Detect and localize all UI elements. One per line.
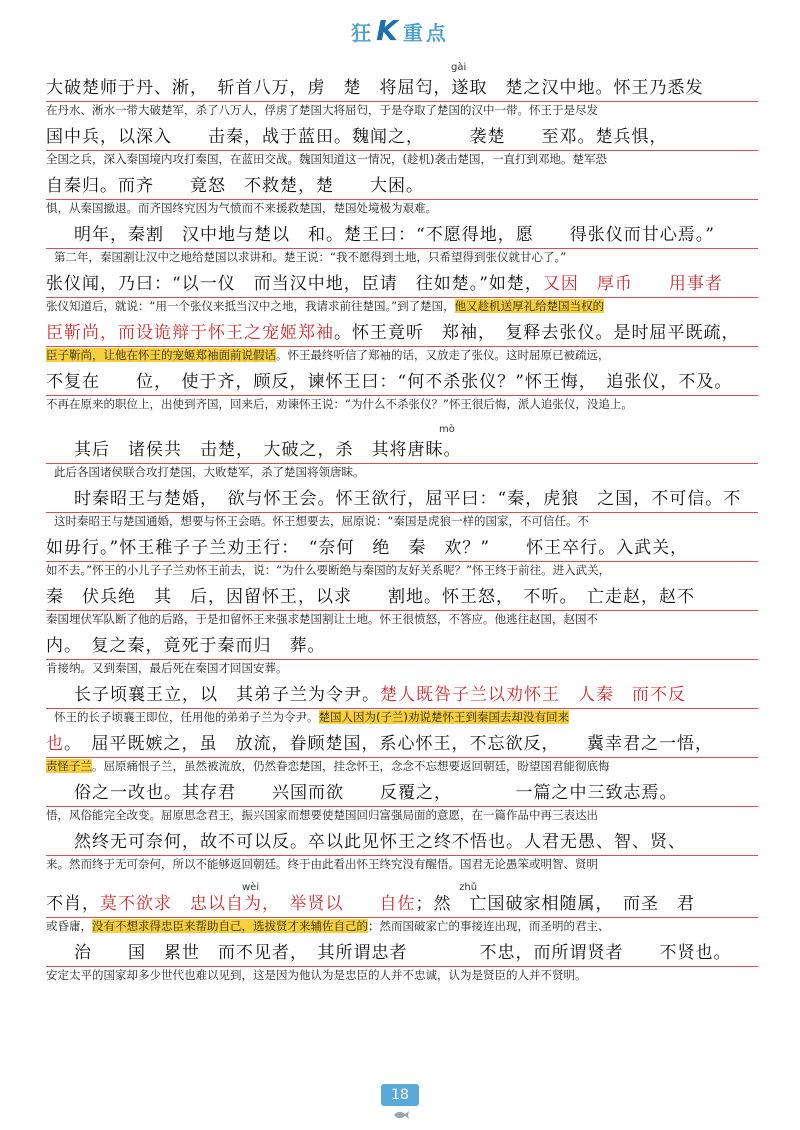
original-line: 治 国 累世 而不见者， 其所谓忠者 不忠，而所谓贤者 不贤也。 bbox=[46, 940, 758, 967]
original-line: 大破楚师于丹、淅， 斩首八万，虏 楚 将屈匄，遂取 楚之汉中地。怀王乃悉发 bbox=[46, 75, 758, 102]
translation-line: 此后各国诸侯联合攻打楚国，大败楚军，杀了楚国将领唐眜。 bbox=[54, 465, 365, 479]
translation-line: 肯接纳。又到秦国，最后死在秦国才回国安葬。 bbox=[46, 661, 288, 675]
original-line: 内。 复之秦，竟死于秦而归 葬。 bbox=[46, 633, 758, 660]
key-phrase: 楚人既咎子兰以劝怀王 人秦 而不反 bbox=[380, 685, 686, 705]
translation-line: 来。然而终于无可奈何，所以不能够返回朝廷。终于由此看出怀王终究没有醒悟。国君无论愚笨或明智、贤明 bbox=[46, 857, 598, 871]
translation-line: 秦国埋伏军队断了他的后路，于是扣留怀王来强求楚国割让土地。怀王很愤怒，不答应。他逃往赵国，赵国不 bbox=[46, 612, 598, 626]
highlighted-translation: 臣子靳尚，让他在怀王的宠姬郑袖面前说假话 bbox=[46, 348, 276, 362]
line-block-9 bbox=[46, 486, 758, 530]
key-phrase: 又因 厚币 用事者 bbox=[542, 274, 723, 294]
translation-line: 责怪子兰。屈原痛恨子兰，虽然被流放，仍然眷恋楚国，挂念怀王，念念不忘想要返回朝廷，盼望国君能彻底悔 bbox=[46, 759, 610, 773]
line-block-7 bbox=[46, 369, 758, 413]
original-line: 不复在 位， 使于齐，顾反，谏怀王曰：“何不杀张仪？”怀王悔， 追张仪，不及。 bbox=[46, 369, 758, 396]
original-line: 长子顷襄王立，以 其弟子兰为令尹。楚人既咎子兰以劝怀王 人秦 而不反 bbox=[46, 682, 758, 709]
line-block-16 bbox=[46, 829, 758, 873]
original-line: 臣靳尚，而设诡辩于怀王之宠姬郑袖。怀王竟听 郑袖， 复释去张仪。是时屈平既疏， bbox=[46, 320, 758, 347]
original-line: 国中兵，以深入 击秦，战于蓝田。魏闻之， 袭楚 至邓。楚兵惧， bbox=[46, 124, 758, 151]
line-block-14 bbox=[46, 731, 758, 775]
original-line: 秦 伏兵绝 其 后，因留怀王，以求 割地。怀王怒， 不听。 亡走赵，赵不 bbox=[46, 584, 758, 611]
translation-line: 在丹水、淅水一带大破楚军，杀了八万人，俘虏了楚国大将屈匄，于是夺取了楚国的汉中一带。怀王于是尽发 bbox=[46, 103, 598, 117]
highlighted-translation: 责怪子兰 bbox=[46, 759, 92, 773]
original-line: 自秦归。而齐 竟怒 不救楚，楚 大困。 bbox=[46, 173, 758, 200]
highlighted-translation: 楚国人因为(子兰)劝说楚怀王到秦国去却没有回来 bbox=[318, 710, 569, 724]
original-line: 其后 诸侯共 击楚， 大破之，杀 其将唐眜。 bbox=[46, 437, 758, 464]
translation-line: 怀王的长子顷襄王即位，任用他的弟弟子兰为令尹。楚国人因为(子兰)劝说楚怀王到秦国去却没有回来 bbox=[54, 710, 569, 724]
line-block-4 bbox=[46, 222, 758, 266]
header-k-logo: K bbox=[376, 14, 401, 47]
translation-line: 惧，从秦国撤退。而齐国终究因为气愤而不来援救楚国，楚国处境极为艰难。 bbox=[46, 201, 437, 215]
line-block-6 bbox=[46, 320, 758, 364]
translation-line: 悟，风俗能完全改变。屈原思念君王，振兴国家而想要使楚国回归富强局面的意愿，在一篇作品中再三表达出 bbox=[46, 808, 598, 822]
translation-line: 这时秦昭王与楚国通婚，想要与怀王会晤。怀王想要去，屈原说：“秦国是虎狼一样的国家，不可信任。不 bbox=[54, 514, 589, 528]
line-block-10 bbox=[46, 535, 758, 579]
pinyin-annotation: gài bbox=[451, 62, 467, 73]
line-block-8 bbox=[46, 424, 758, 481]
page-header bbox=[0, 14, 800, 47]
line-block-1 bbox=[46, 62, 758, 119]
line-block-5 bbox=[46, 271, 758, 315]
pinyin-annotation: wèi zhǔ bbox=[242, 882, 478, 893]
fish-icon bbox=[392, 1108, 410, 1122]
line-block-13 bbox=[46, 682, 758, 726]
line-block-17 bbox=[46, 878, 758, 935]
page-number: 18 bbox=[381, 1084, 419, 1106]
highlighted-translation: 他又趁机送厚礼给楚国当权的 bbox=[454, 299, 605, 313]
translation-line: 如不去。”怀王的小儿子子兰劝怀王前去，说：“为什么要断绝与秦国的友好关系呢？”怀王终于前往。进入武关， bbox=[46, 563, 611, 577]
line-block-2 bbox=[46, 124, 758, 168]
translation-line: 臣子靳尚，让他在怀王的宠姬郑袖面前说假话。怀王最终听信了郑袖的话，又放走了张仪。这时屈原已被疏远， bbox=[46, 348, 610, 362]
translation-line: 全国之兵，深入秦国境内攻打秦国，在蓝田交战。魏国知道这一情况，(趁机)袭击楚国，一直打到邓地。楚军恐 bbox=[46, 152, 607, 166]
translation-line: 第二年，秦国割让汉中之地给楚国以求讲和。楚王说：“我不愿得到土地，只希望得到张仪就甘心了。” bbox=[54, 250, 567, 264]
key-phrase: 臣靳尚，而设诡辩于怀王之宠姬郑袖 bbox=[46, 323, 334, 343]
key-phrase: 莫不欲求 忠以自为， 举贤以 自佐 bbox=[100, 894, 416, 914]
original-line: 时秦昭王与楚婚， 欲与怀王会。怀王欲行，屈平曰：“秦，虎狼 之国，不可信。不 bbox=[46, 486, 758, 513]
line-block-15 bbox=[46, 780, 758, 824]
pinyin-annotation: mò bbox=[439, 424, 455, 435]
original-line: 明年，秦割 汉中地与楚以 和。楚王曰：“不愿得地，愿 得张仪而甘心焉。” bbox=[46, 222, 758, 249]
translation-line: 安定太平的国家却多少世代也难以见到，这是因为他认为是忠臣的人并不忠诚，认为是贤臣的人并不贤明。 bbox=[46, 968, 587, 982]
highlighted-translation: 没有不想求得忠臣来帮助自己，选拔贤才来辅佐自己的 bbox=[92, 919, 368, 933]
translation-line: 或昏庸，没有不想求得忠臣来帮助自己，选拔贤才来辅佐自己的；然而国破家亡的事接连出现，而圣明的君主、 bbox=[46, 919, 610, 933]
translation-line: 不再在原来的职位上，出使到齐国，回来后，劝谏怀王说：“为什么不杀张仪？”怀王很后悔，派人追张仪，没追上。 bbox=[46, 397, 633, 411]
key-phrase: 也 bbox=[46, 734, 64, 754]
original-line: 俗之一改也。其存君 兴国而欲 反覆之， 一篇之中三致志焉。 bbox=[46, 780, 758, 807]
translation-line: 张仪知道后，就说：“用一个张仪来抵当汉中之地，我请求前往楚国。”到了楚国，他又趁机送厚礼给楚国当权的 bbox=[46, 299, 605, 313]
header-right: 重点 bbox=[402, 21, 449, 45]
text-content bbox=[46, 62, 758, 989]
original-line: 张仪闻，乃曰：“以一仪 而当汉中地，臣请 往如楚。”如楚，又因 厚币 用事者 bbox=[46, 271, 758, 298]
line-block-18 bbox=[46, 940, 758, 984]
line-block-12 bbox=[46, 633, 758, 677]
original-line: 不肖，莫不欲求 忠以自为， 举贤以 自佐；然 亡国破家相随属， 而圣 君 bbox=[46, 891, 758, 918]
line-block-11 bbox=[46, 584, 758, 628]
original-line: 如毋行。”怀王稚子子兰劝王行： “奈何 绝 秦 欢？” 怀王卒行。入武关， bbox=[46, 535, 758, 562]
original-line: 也。 屈平既嫉之，虽 放流，眷顾楚国，系心怀王，不忘欲反， 冀幸君之一悟， bbox=[46, 731, 758, 758]
header-left: 狂 bbox=[351, 21, 375, 45]
line-block-3 bbox=[46, 173, 758, 217]
original-line: 然终无可奈何，故不可以反。卒以此见怀王之终不悟也。人君无愚、智、贤、 bbox=[46, 829, 758, 856]
